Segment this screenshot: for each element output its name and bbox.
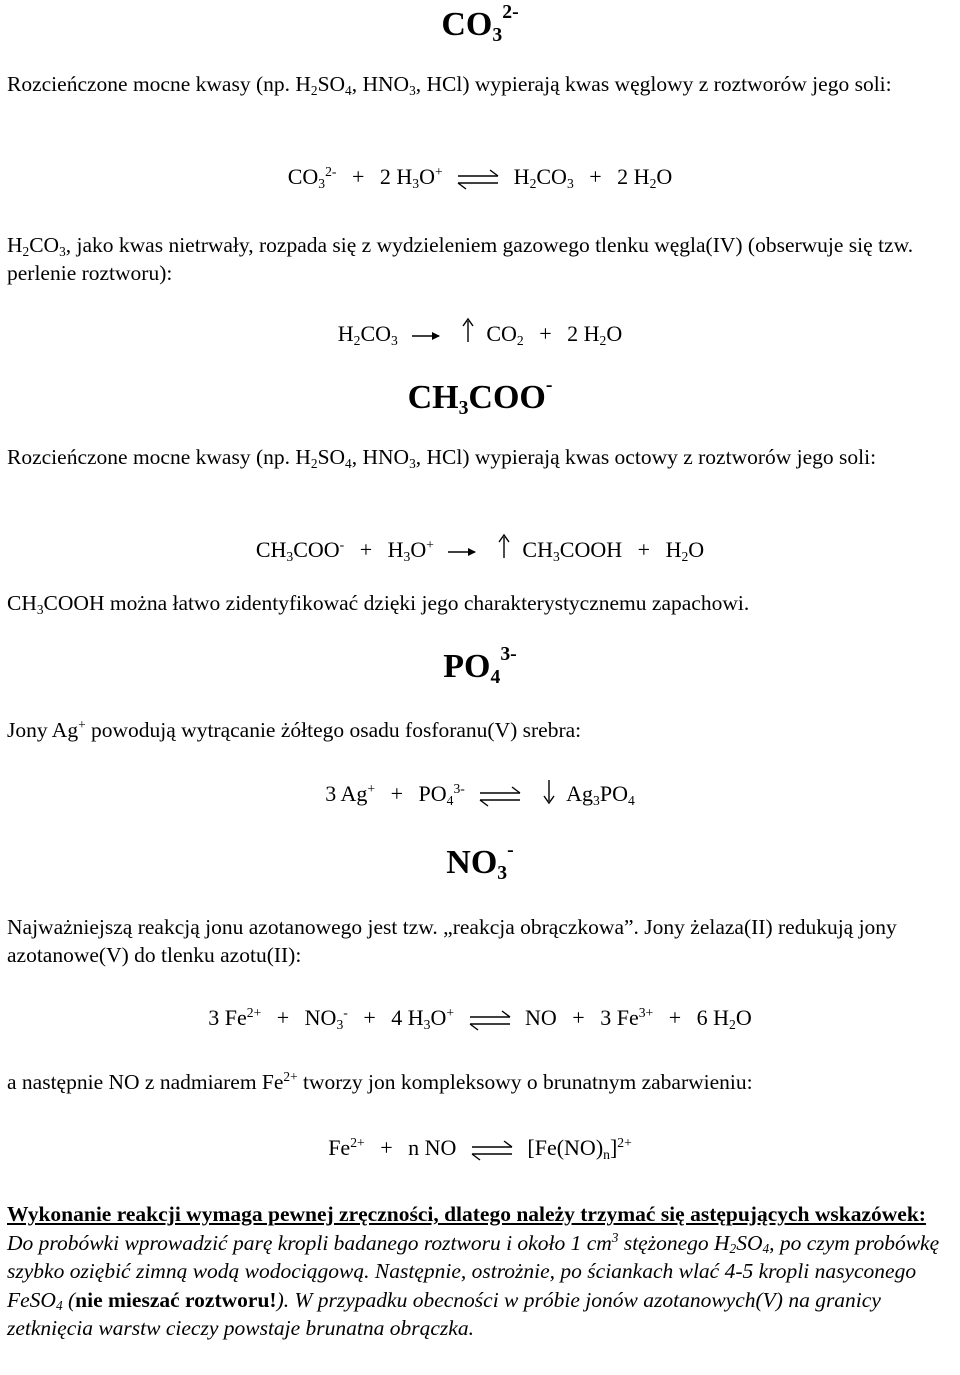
subscript: 2: [353, 332, 361, 348]
eq-term: CO: [287, 164, 319, 189]
subscript: 4: [762, 1241, 770, 1257]
heading-carbonate-base: CO: [441, 6, 493, 43]
eq-term: CH: [522, 537, 553, 562]
text-run: , jako kwas nietrwały, rozpada się z wydzieleniem gazowego tlenku węgla(IV) (obserwuje się tzw. perlenie roztworu):: [7, 233, 914, 285]
text-run: SO: [317, 72, 346, 96]
subscript: 3: [286, 548, 294, 564]
eq-term: O: [656, 164, 673, 189]
text-run: Rozcieńczone mocne kwasy (np. H: [7, 445, 311, 469]
heading-phosphate: [0, 643, 960, 688]
superscript: +: [446, 1004, 455, 1020]
heading-acetate: [0, 374, 960, 419]
reaction-arrow-icon: [409, 329, 443, 343]
eq-term: PO: [418, 781, 447, 806]
eq-term: Fe: [328, 1135, 351, 1160]
subscript: 2: [529, 175, 537, 191]
eq-term: 4 H: [391, 1005, 424, 1030]
superscript: +: [78, 717, 86, 733]
plus-sign: +: [668, 1005, 682, 1030]
subscript: 3: [566, 175, 574, 191]
equation-acetate-acid: [0, 533, 960, 565]
eq-term: COO: [293, 537, 340, 562]
heading-carbonate: [0, 1, 960, 46]
equation-silver-phosphate: [0, 779, 960, 809]
plus-sign: +: [589, 164, 602, 189]
eq-term: 3 Ag: [325, 781, 368, 806]
plus-sign: +: [572, 1005, 585, 1030]
text-run: ). W przypadku obecności w próbie jonów azotanowych(V) na granicy zetknięcia warstw cieczy powstaje brunatna obrączka.: [7, 1287, 881, 1340]
carbonate-decomposition-text: [7, 231, 955, 287]
eq-term: O: [688, 537, 705, 562]
text-run: Jony Ag: [7, 718, 79, 742]
plus-sign: +: [539, 321, 552, 346]
subscript: 3: [423, 1016, 431, 1032]
superscript: +: [367, 780, 376, 796]
subscript: 2: [310, 455, 318, 471]
eq-term: NO: [304, 1005, 337, 1030]
carbonate-intro: [7, 70, 955, 98]
equation-carbonic-decomposition: [0, 317, 960, 349]
heading-nitrate-sub: 3: [497, 861, 508, 884]
text-run: tworzy jon kompleksowy o brunatnym zabarwieniu:: [297, 1070, 753, 1094]
eq-term: O: [735, 1005, 752, 1030]
eq-term: H: [665, 537, 682, 562]
equilibrium-arrow-icon: [454, 168, 502, 190]
subscript: 3: [593, 792, 600, 808]
subscript: 4: [627, 792, 635, 808]
subscript: 3: [403, 548, 411, 564]
eq-term: Ag: [566, 781, 594, 806]
text-run: , HNO: [351, 72, 410, 96]
gas-evolution-arrow-icon: [461, 317, 475, 343]
subscript: 2: [681, 548, 689, 564]
text-run: CH: [7, 591, 37, 615]
reaction-arrow-icon: [445, 545, 479, 559]
eq-term: ]: [609, 1135, 618, 1160]
eq-term: 3 Fe: [600, 1005, 639, 1030]
equation-carbonate-acid: [0, 162, 960, 192]
instructions-body: [7, 1229, 955, 1343]
instructions-heading: Wykonanie reakcji wymaga pewnej zręczności, dlatego należy trzymać się astępujących wskazówek:: [7, 1202, 926, 1226]
eq-term: CH: [255, 537, 287, 562]
text-run: CO: [29, 233, 60, 257]
subscript: 2: [310, 82, 318, 98]
subscript: 2: [649, 175, 657, 191]
text-run: , po czym probówkę szybko oziębić zimną wodą wodociągową. Następnie, ostrożnie, po ściankach wlać 4-5 kropli nasyconego FeSO: [7, 1230, 940, 1312]
eq-term: H: [387, 537, 404, 562]
eq-term: 6 H: [696, 1005, 730, 1030]
subscript: 3: [36, 601, 44, 617]
text-run: Rozcieńczone mocne kwasy (np. H: [7, 72, 311, 96]
eq-term: O: [606, 321, 623, 346]
heading-acetate-mid: COO: [468, 379, 546, 416]
eq-term: 2 H: [617, 164, 650, 189]
heading-acetate-sub: 3: [458, 396, 469, 419]
gas-evolution-arrow-icon: [497, 533, 511, 559]
subscript: 2: [729, 1241, 737, 1257]
text-run: (: [62, 1287, 76, 1312]
text-run: stężonego H: [618, 1230, 730, 1255]
eq-term: COOH: [559, 537, 623, 562]
instructions-block: [7, 1200, 955, 1343]
superscript: 2+: [283, 1069, 298, 1085]
text-run: H: [7, 233, 23, 257]
heading-nitrate-base: NO: [446, 844, 498, 881]
text-run: powodują wytrącanie żółtego osadu fosforanu(V) srebra:: [85, 718, 582, 742]
acetate-intro: [7, 443, 955, 471]
superscript: 2-: [325, 163, 337, 179]
superscript: -: [343, 1004, 348, 1020]
plus-sign: +: [363, 1005, 376, 1030]
subscript: 4: [446, 792, 454, 808]
eq-term: [Fe(NO): [527, 1135, 604, 1160]
plus-sign: +: [351, 164, 365, 189]
subscript: 3: [412, 175, 420, 191]
eq-term: H: [337, 321, 354, 346]
heading-phosphate-sup: 3-: [500, 643, 517, 666]
text-run: a następnie NO z nadmiarem Fe: [7, 1070, 284, 1094]
superscript: +: [426, 536, 434, 552]
acetate-identification-text: [7, 589, 955, 617]
eq-term: PO: [599, 781, 628, 806]
text-run: , HCl) wypierają kwas węglowy z roztworów jego soli:: [415, 72, 892, 96]
superscript: 2+: [617, 1134, 632, 1150]
superscript: 3-: [453, 780, 465, 796]
eq-term: n NO: [408, 1135, 457, 1160]
text-run: , HCl) wypierają kwas octowy z roztworów jego soli:: [415, 445, 877, 469]
subscript: 2: [599, 332, 607, 348]
text-run: , HNO: [351, 445, 410, 469]
superscript: 2+: [350, 1134, 365, 1150]
superscript: +: [434, 163, 443, 179]
subscript: 3: [409, 82, 416, 98]
heading-nitrate: [0, 839, 960, 884]
subscript: 3: [336, 1016, 344, 1032]
nitrate-intro: Najważniejszą reakcją jonu azotanowego jest tzw. „reakcja obrączkowa”. Jony żelaza(II) redukują jony azotanowe(V) do tlenku azotu(II):: [7, 915, 897, 967]
eq-term: NO: [525, 1005, 557, 1030]
subscript: 2: [516, 332, 524, 348]
text-run: COOH można łatwo zidentyfikować dzięki jego charakterystycznemu zapachowi.: [43, 591, 750, 615]
eq-term: O: [430, 1005, 447, 1030]
eq-term: H: [513, 164, 530, 189]
warning-bold-text: nie mieszać roztworu!: [75, 1287, 277, 1312]
heading-acetate-sup: -: [545, 374, 553, 397]
eq-term: CO: [486, 321, 517, 346]
heading-carbonate-sub: 3: [492, 23, 503, 46]
superscript: 2+: [246, 1004, 262, 1020]
plus-sign: +: [276, 1005, 290, 1030]
eq-term: 2 H: [379, 164, 413, 189]
text-run: SO: [317, 445, 346, 469]
superscript: 3: [611, 1229, 619, 1245]
plus-sign: +: [359, 537, 373, 562]
eq-term: CO: [360, 321, 392, 346]
subscript: n: [603, 1146, 610, 1162]
heading-phosphate-sub: 4: [490, 665, 501, 688]
text-run: SO: [736, 1230, 763, 1255]
superscript: -: [339, 536, 345, 552]
equilibrium-arrow-icon: [468, 1139, 516, 1161]
eq-term: O: [410, 537, 427, 562]
eq-term: O: [419, 164, 435, 189]
eq-term: 3 Fe: [208, 1005, 247, 1030]
subscript: 3: [391, 332, 398, 348]
equation-brown-complex: [0, 1133, 960, 1163]
heading-phosphate-base: PO: [443, 648, 491, 685]
precipitate-arrow-icon: [542, 779, 556, 805]
heading-nitrate-sup: -: [507, 839, 514, 862]
plus-sign: +: [637, 537, 651, 562]
eq-term: 2 H: [567, 321, 600, 346]
subscript: 2: [22, 243, 30, 259]
nitrate-complex-text: [7, 1068, 955, 1096]
superscript: 3+: [638, 1004, 654, 1020]
subscript: 3: [552, 548, 560, 564]
subscript: 4: [345, 455, 352, 471]
equilibrium-arrow-icon: [476, 785, 524, 807]
subscript: 4: [345, 82, 352, 98]
plus-sign: +: [390, 781, 404, 806]
subscript: 3: [409, 455, 416, 471]
subscript: 3: [59, 243, 66, 259]
heading-carbonate-sup: 2-: [502, 1, 519, 24]
subscript: 2: [729, 1016, 736, 1032]
eq-term: CO: [536, 164, 567, 189]
heading-acetate-base: CH: [407, 379, 459, 416]
equation-ring-test-reduction: [0, 1003, 960, 1033]
subscript: 4: [55, 1298, 63, 1314]
plus-sign: +: [380, 1135, 393, 1160]
phosphate-intro: [7, 716, 955, 744]
text-run: Do probówki wprowadzić parę kropli badanego roztworu i około 1 cm: [7, 1230, 612, 1255]
subscript: 3: [318, 175, 326, 191]
equilibrium-arrow-icon: [466, 1009, 514, 1031]
